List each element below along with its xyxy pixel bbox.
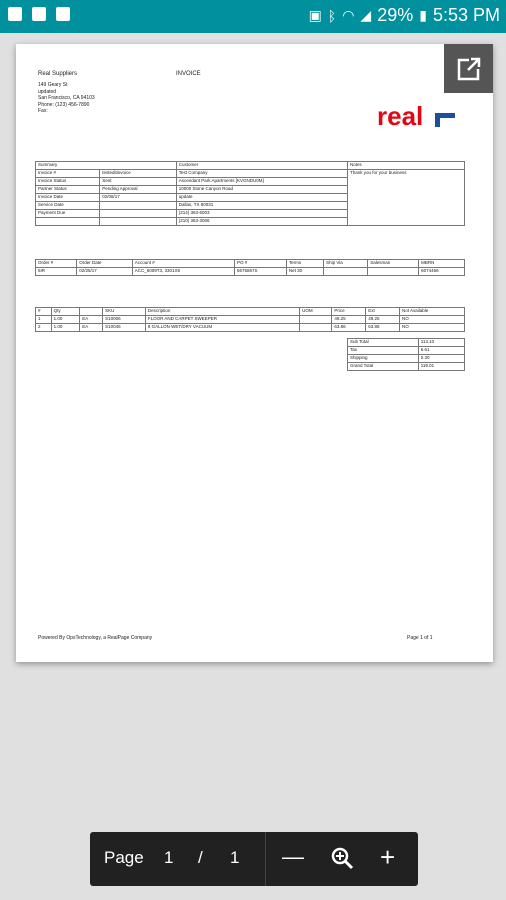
zoom-out-button[interactable]: — <box>282 844 304 869</box>
email-icon <box>8 7 22 21</box>
magnifier-icon <box>330 846 354 870</box>
items-table: # Qty SKU Description UOM Price Ext Not Available 1 1.00 EA S10006 FLOOR AND CARPET SWEEPER 49.25 49.25 NO 2 1.00 EA S10045 8 GALLON WET/DRY VACUUM 63.86 63.86 NO <box>35 307 465 332</box>
page-separator: / <box>198 848 203 867</box>
signal-icon: ◢ <box>360 7 372 23</box>
summary-table: Summary Customer Notes Invoice # testeditinvoice Test Company Thank you for your business Invoice Status Sent Ascendant Park Apartments [KVGNDU0M] Partner Status Pending Approval 10000 Stone Canyon Road Invoice Date 02/08/17 update Service Date Dallas, TX 80031 Payment Due (214) 363-6003 (210) 363-3006 <box>35 161 465 226</box>
zoom-in-button[interactable]: + <box>380 842 396 872</box>
real-logo <box>371 93 460 138</box>
open-external-button[interactable] <box>444 44 493 93</box>
company-address: 149 Geary St updated San Francisco, CA 94103 Phone: (123) 456-7890 Fax: <box>38 82 95 114</box>
doc-title: INVOICE <box>176 71 201 77</box>
page-label: Page <box>104 848 144 867</box>
toolbar-divider <box>265 832 266 886</box>
svg-text:real: real <box>377 101 424 131</box>
open-external-icon <box>456 56 482 82</box>
clock: 5:53 PM <box>432 5 500 25</box>
table-row: 2 1.00 EA S10045 8 GALLON WET/DRY VACUUM 63.86 63.86 NO <box>36 324 465 332</box>
footer-left: Powered By OpsTechnology, a RealPage Company <box>38 635 153 641</box>
company-name: Real Suppliers <box>38 71 78 77</box>
footer-right: Page 1 of 1 <box>407 635 433 641</box>
total-pages: 1 <box>230 848 240 867</box>
wifi-icon: ◠ <box>342 7 355 23</box>
status-bar <box>0 0 506 33</box>
order-table: Order # Order Date Account # PO # Terms Ship Via Salesman MBRN 5IR 02/25/17 ACC_6009T3, 3301X8 5675867S Net 30 6074466 <box>35 259 465 276</box>
table-row: 1 1.00 EA S10006 FLOOR AND CARPET SWEEPER 49.25 49.25 NO <box>36 316 465 324</box>
clipboard-icon <box>32 7 46 21</box>
image-icon <box>56 7 70 21</box>
totals-table: Sub Total 113.10 Tax 6.61 Shipping 0.30 Grand Total 119.01 <box>347 338 465 371</box>
lock-icon: ▣ <box>308 7 322 23</box>
battery-icon: ▮ <box>419 7 427 23</box>
current-page-input[interactable]: 1 <box>164 848 174 867</box>
bluetooth-icon: ᛒ <box>327 7 337 24</box>
page-toolbar <box>90 832 418 886</box>
zoom-reset-button[interactable] <box>330 846 354 875</box>
battery-percent: 29% <box>377 5 414 25</box>
